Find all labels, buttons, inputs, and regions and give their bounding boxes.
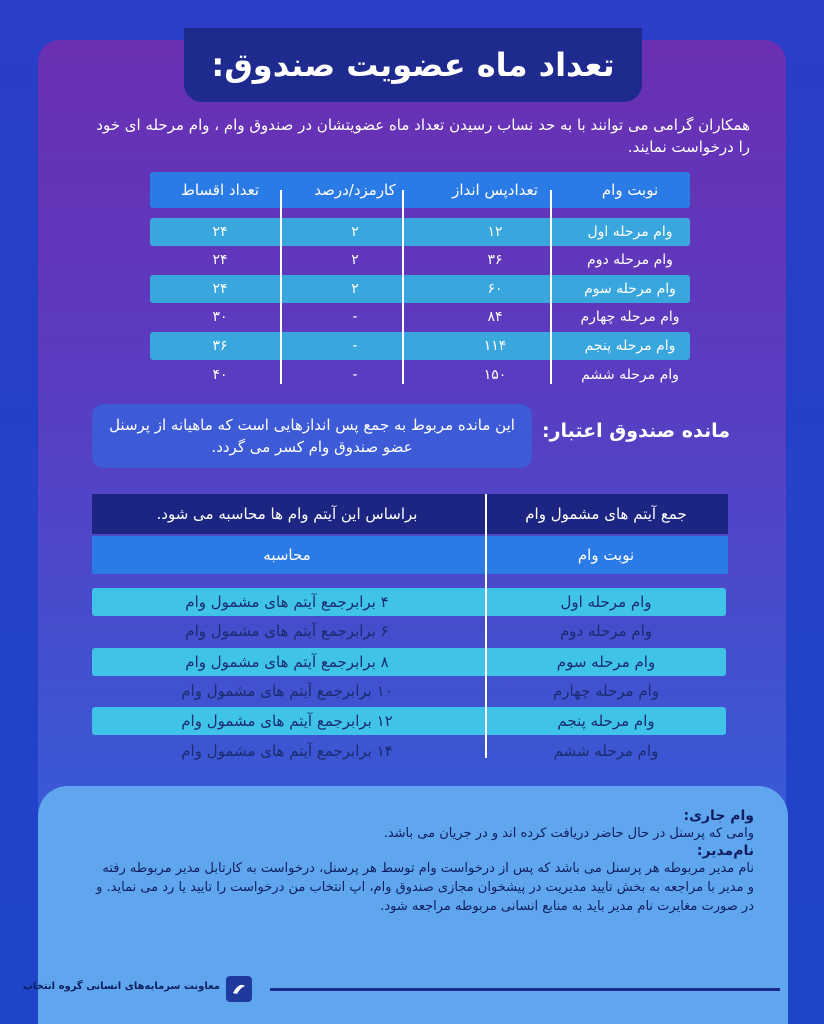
loan-stage: وام مرحله چهارم: [580, 309, 680, 325]
installments: ۳۶: [212, 338, 228, 354]
column-divider: [485, 494, 487, 758]
savings-count: ۱۱۴: [483, 338, 507, 354]
loan-stage: وام مرحله سوم: [584, 281, 676, 297]
fee: -: [352, 338, 358, 354]
current-loan-title: وام جاری:: [683, 808, 754, 824]
loan-stage: وام مرحله پنجم: [557, 712, 655, 730]
company-logo-icon: [226, 976, 252, 1002]
savings-count: ۶۰: [487, 281, 503, 297]
savings-count: ۱۲: [487, 224, 503, 240]
calculation: ۶ برابرجمع آیتم های مشمول وام: [185, 622, 389, 640]
installments: ۲۴: [212, 252, 228, 268]
fee: -: [352, 367, 358, 383]
installments: ۳۰: [212, 309, 228, 325]
title-banner: [184, 28, 642, 102]
table-row: [150, 218, 690, 246]
balance-description: این مانده مربوط به جمع پس اندازهایی است که ماهیانه از پرسنل عضو صندوق وام کسر می گردد.: [109, 416, 515, 456]
calculation: ۴ برابرجمع آیتم های مشمول وام: [185, 593, 389, 611]
footer-divider: [270, 988, 780, 991]
savings-count: ۳۶: [487, 252, 503, 268]
page-title: تعداد ماه عضویت صندوق:: [211, 46, 615, 84]
table-row: [92, 588, 726, 616]
loan-stage: وام مرحله پنجم: [584, 338, 676, 354]
fee: -: [352, 309, 358, 325]
savings-count: ۱۵۰: [483, 367, 507, 383]
loan-stage: وام مرحله سوم: [556, 653, 656, 671]
column-divider: [402, 190, 404, 384]
table-row: [92, 707, 726, 735]
table-row: [150, 246, 690, 274]
eligible-items-sum-label: جمع آیتم های مشمول وام: [525, 505, 687, 523]
header-calculation: محاسبه: [263, 546, 311, 564]
fee: ۲: [351, 224, 359, 240]
savings-count: ۸۴: [487, 309, 503, 325]
loan-stage: وام مرحله ششم: [553, 742, 659, 760]
calc-table-header: [92, 536, 728, 574]
fee: ۲: [351, 281, 359, 297]
calc-table-title-row: [92, 494, 728, 534]
loan-stage: وام مرحله چهارم: [552, 682, 660, 700]
installments: ۴۰: [212, 367, 228, 383]
loan-stage: وام مرحله اول: [587, 224, 673, 240]
balance-description-box: [92, 404, 532, 468]
loan-stage: وام مرحله اول: [560, 593, 652, 611]
calculation: ۱۰ برابرجمع آیتم های مشمول وام: [181, 682, 393, 700]
loan-table-header: [150, 172, 690, 208]
fee: ۲: [351, 252, 359, 268]
manager-name-title: نام‌مدیر:: [696, 843, 754, 859]
installments: ۲۴: [212, 224, 228, 240]
table-row: [150, 361, 690, 389]
column-divider: [280, 190, 282, 384]
header-savings-count: تعدادپس انداز: [452, 181, 538, 199]
table-row: [92, 648, 726, 676]
footer-org-name: معاونت سرمایه‌های انسانی گروه انتخاب: [22, 981, 220, 992]
calculation: ۱۲ برابرجمع آیتم های مشمول وام: [181, 712, 393, 730]
header-fee: کارمزد/درصد: [314, 181, 396, 199]
loan-stage: وام مرحله دوم: [587, 252, 673, 268]
table-row: [150, 275, 690, 303]
table-row: [92, 677, 726, 705]
calculation: ۱۴ برابرجمع آیتم های مشمول وام: [181, 742, 393, 760]
intro-text: همکاران گرامی می توانند با به حد نساب رسیدن تعداد ماه عضویتشان در صندوق وام ، وام مرحله ای خود را درخواست نمایند.: [96, 116, 750, 156]
loan-stage: وام مرحله دوم: [559, 622, 653, 640]
loan-stage: وام مرحله ششم: [581, 367, 679, 383]
calc-basis-note: براساس این آیتم وام ها محاسبه می شود.: [156, 505, 418, 523]
table-row: [92, 737, 726, 765]
calculation: ۸ برابرجمع آیتم های مشمول وام: [185, 653, 389, 671]
table-row: [150, 332, 690, 360]
table-row: [92, 617, 726, 645]
installments: ۲۴: [212, 281, 228, 297]
column-divider: [550, 190, 552, 384]
table-row: [150, 303, 690, 331]
header-installments: تعداد اقساط: [180, 181, 260, 199]
balance-label: مانده صندوق اعتبار:: [541, 420, 730, 442]
current-loan-text: وامی که پرسنل در حال حاضر دریافت کرده اند و در جریان می باشد.: [383, 826, 754, 841]
manager-name-text: نام مدیر مربوطه هر پرسنل می باشد که پس از درخواست وام توسط هر پرسنل، درخواست به کارتابل مدیر مربوطه رفته و مدیر با مراجعه به بخش تایید مدیریت در پیشخوان مجازی صندوق وام، اپ انتخاب من درخواست را تایید یا رد می نماید. و در صورت مغایرت نام مدیر باید به منابع انسانی مربوطه مراجعه شود.: [96, 861, 754, 914]
header-loan-stage: نوبت وام: [601, 181, 659, 199]
header-loan-stage: نوبت وام: [577, 546, 635, 564]
